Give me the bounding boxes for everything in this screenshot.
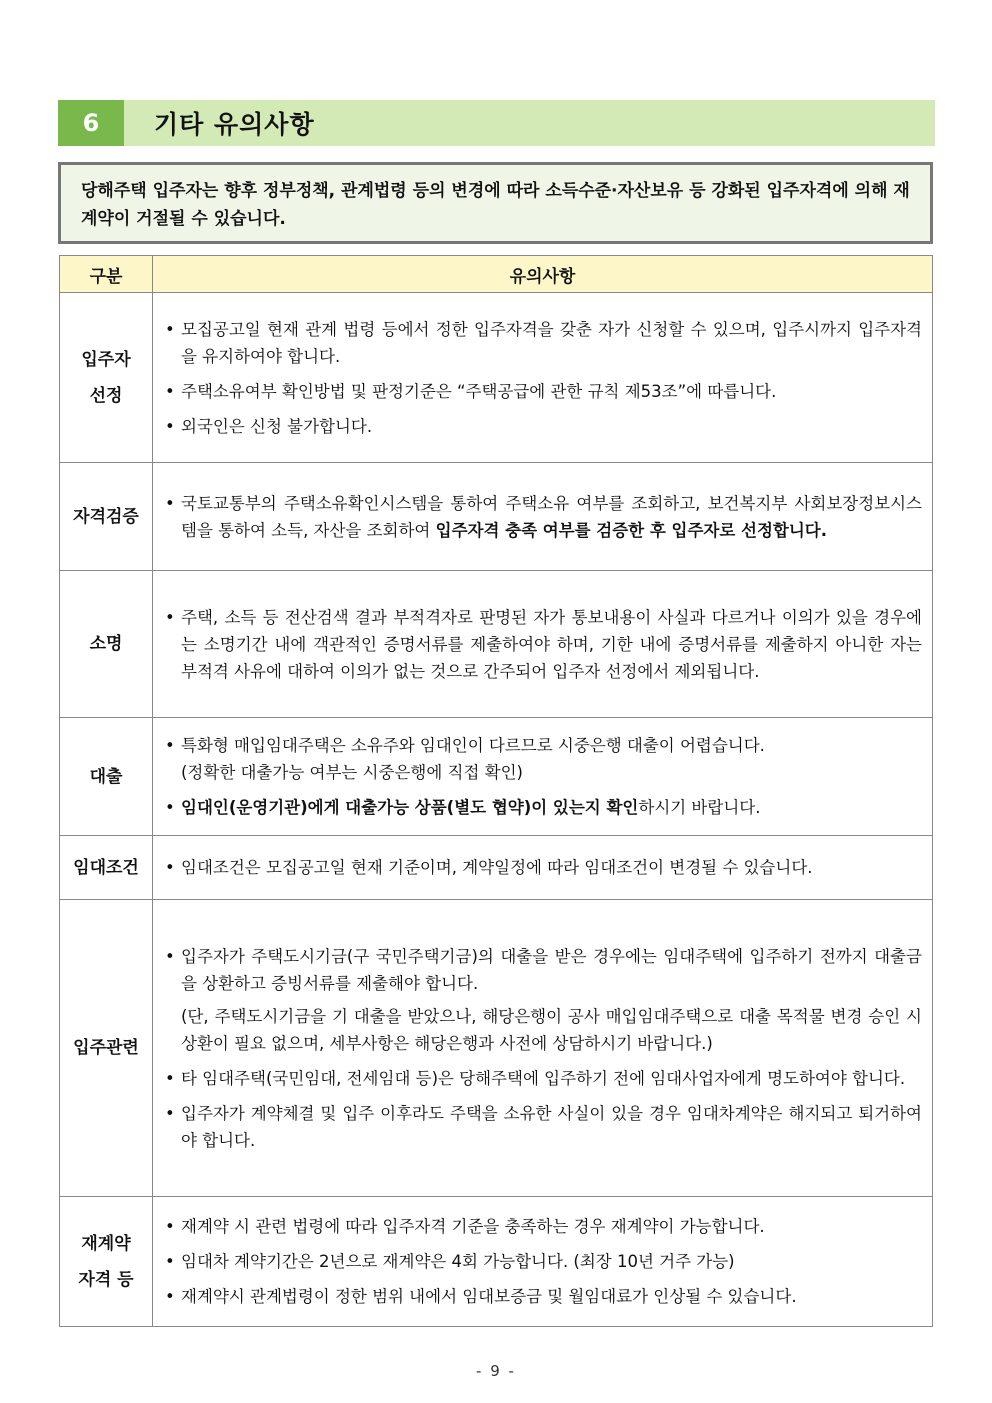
- item-subnote: (단, 주택도시기금을 기 대출을 받았으나, 해당은행이 공사 매입임대주택으로 대출 목적물 변경 승인 시 상환이 필요 없으며, 세부사항은 해당은행과 사전에 상담하시기 바랍니다.): [181, 1006, 922, 1053]
- row-category: [60, 293, 153, 463]
- table-row: [60, 900, 933, 1197]
- list-item: • 주택, 소득 등 전산검색 결과 부적격자로 판명된 자가 통보내용이 사실과 다르거나 이의가 있을 경우에는 소명기간 내에 객관적인 증명서류를 제출하여야 하며, 기한 내에 증명서류를 제출하지 아니한 자는 부적격 사유에 대하여 이의가 없는 것으로 간주되어 입주자 선정에서 제외됩니다.: [165, 604, 922, 685]
- list-item: • 임대조건은 모집공고일 현재 기준이며, 계약일정에 따라 임대조건이 변경될 수 있습니다.: [165, 854, 922, 881]
- table-row: [60, 571, 933, 718]
- row-category: 임대조건: [60, 836, 153, 900]
- header-notes: 유의사항: [153, 256, 933, 293]
- list-item: • 외국인은 신청 불가합니다.: [165, 413, 922, 440]
- header-category: 구분: [60, 256, 153, 293]
- row-category: 소명: [60, 571, 153, 718]
- item-subnote: (정확한 대출가능 여부는 시중은행에 직접 확인): [181, 763, 523, 782]
- row-category: 대출: [60, 718, 153, 836]
- row-category: 입주관련: [60, 900, 153, 1197]
- row-content: [153, 718, 933, 836]
- list-item: • 모집공고일 현재 관계 법령 등에서 정한 입주자격을 갖춘 자가 신청할 수 있으며, 입주시까지 입주자격을 유지하여야 합니다.: [165, 316, 922, 370]
- row-content: [153, 571, 933, 718]
- item-text: 입주자가 주택도시기금(구 국민주택기금)의 대출을 받은 경우에는 임대주택에 입주하기 전까지 대출금을 상환하고 증빙서류를 제출해야 합니다.: [181, 946, 922, 993]
- list-item: [165, 943, 922, 1057]
- list-item: • 주택소유여부 확인방법 및 판정기준은 “주택공급에 관한 규칙 제53조”에 따릅니다.: [165, 378, 922, 405]
- category-line: 선정: [89, 385, 123, 406]
- table-row: [60, 836, 933, 900]
- category-line: 자격 등: [78, 1269, 134, 1290]
- list-item: [165, 794, 922, 821]
- category-line: 재계약: [81, 1233, 131, 1254]
- item-emphasis: 입주자격 충족 여부를 검증한 후 입주자로 선정합니다.: [435, 520, 828, 540]
- section-header: [58, 100, 935, 146]
- item-text: 하시기 바랍니다.: [638, 798, 761, 817]
- row-category: [60, 1197, 153, 1327]
- category-line: 입주자: [81, 349, 131, 370]
- table-row: [60, 293, 933, 463]
- list-item: • 재계약시 관계법령이 정한 범위 내에서 임대보증금 및 월임대료가 인상될 수 있습니다.: [165, 1283, 922, 1310]
- row-content: [153, 1197, 933, 1327]
- table-row: [60, 463, 933, 571]
- page-number: - 9 -: [476, 1362, 516, 1380]
- row-content: [153, 836, 933, 900]
- row-content: [153, 900, 933, 1197]
- table-row: [60, 1197, 933, 1327]
- item-text: 국토교통부의 주택소유확인시스템을 통하여 주택소유 여부를 조회하고, 보건복지부 사회보장정보시스템을 통하여 소득, 자산을 조회하여: [181, 493, 922, 540]
- row-content: [153, 293, 933, 463]
- section-number: 6: [58, 100, 124, 146]
- notice-box: 당해주택 입주자는 향후 정부정책, 관계법령 등의 변경에 따라 소득수준·자산보유 등 강화된 입주자격에 의해 재계약이 거절될 수 있습니다.: [58, 162, 933, 244]
- row-category: 자격검증: [60, 463, 153, 571]
- list-item: • 임대차 계약기간은 2년으로 재계약은 4회 가능합니다. (최장 10년 거주 가능): [165, 1248, 922, 1275]
- row-content: [153, 463, 933, 571]
- list-item: [165, 732, 922, 786]
- list-item: • 타 임대주택(국민임대, 전세임대 등)은 당해주택에 입주하기 전에 임대사업자에게 명도하여야 합니다.: [165, 1065, 922, 1092]
- item-emphasis: 임대인(운영기관)에게 대출가능 상품(별도 협약)이 있는지 확인: [181, 798, 639, 817]
- notice-table: [59, 255, 933, 1327]
- list-item: • 입주자가 계약체결 및 입주 이후라도 주택을 소유한 사실이 있을 경우 임대차계약은 해지되고 퇴거하여야 합니다.: [165, 1100, 922, 1154]
- list-item: • 재계약 시 관련 법령에 따라 입주자격 기준을 충족하는 경우 재계약이 가능합니다.: [165, 1213, 922, 1240]
- item-text: 특화형 매입임대주택은 소유주와 임대인이 다르므로 시중은행 대출이 어렵습니다.: [181, 736, 765, 755]
- section-title: 기타 유의사항: [154, 110, 315, 139]
- table-row: [60, 718, 933, 836]
- list-item: [165, 490, 922, 544]
